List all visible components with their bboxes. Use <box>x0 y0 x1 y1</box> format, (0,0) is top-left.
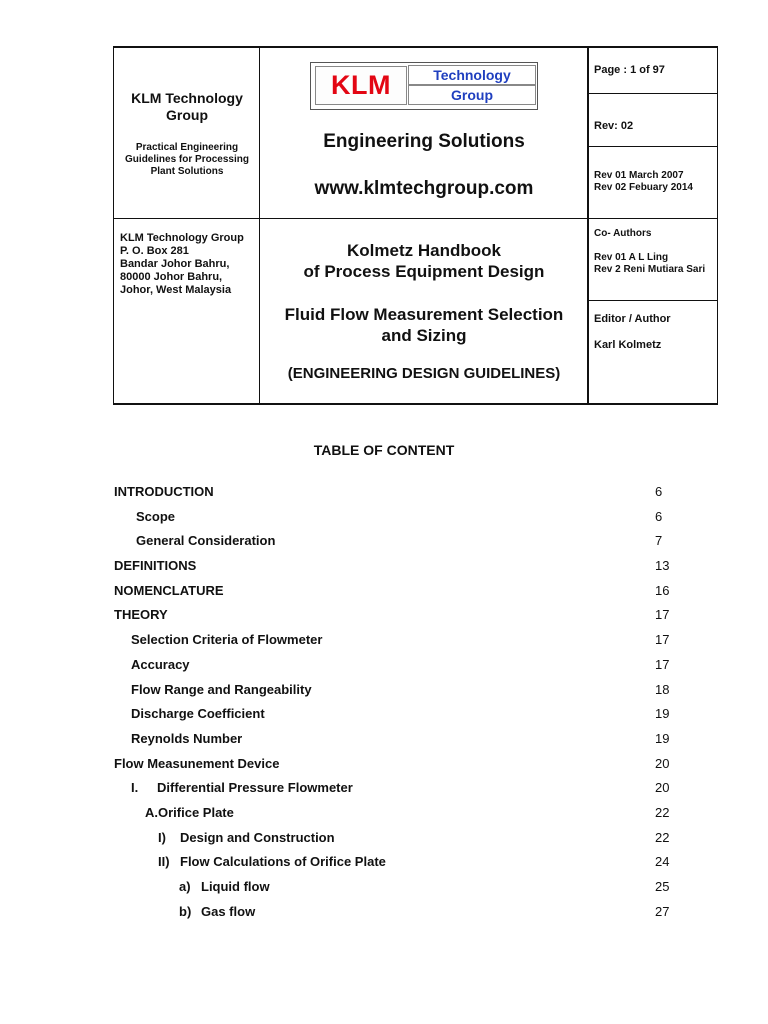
klm-logo <box>310 62 538 110</box>
toc-entry-page: 27 <box>655 903 670 919</box>
toc-entry-page: 17 <box>655 656 670 672</box>
revision-label: Rev: 02 <box>594 120 634 132</box>
toc-entry-page: 19 <box>655 730 670 746</box>
toc-entry[interactable] <box>0 725 768 750</box>
toc-entry[interactable] <box>0 848 768 873</box>
toc-entry-label: INTRODUCTION <box>114 484 214 499</box>
toc-entry-label: Accuracy <box>131 656 190 672</box>
header-middle-divider <box>113 218 589 219</box>
company-tagline: Practical Engineering Guidelines for Processing Plant Solutions <box>125 142 249 177</box>
toc-entry[interactable] <box>0 651 768 676</box>
logo-group-text: Group <box>408 85 536 105</box>
right-cell-divider <box>589 300 718 301</box>
toc-entry-page: 17 <box>655 607 670 623</box>
table-of-contents <box>0 478 768 922</box>
toc-entry-page: 16 <box>655 582 670 598</box>
right-cell-divider <box>589 93 718 94</box>
toc-entry-marker: b) <box>179 903 192 919</box>
company-address: KLM Technology Group P. O. Box 281 Bandar Johor Bahru, 80000 Johor Bahru, Johor, West Malaysia <box>120 232 244 296</box>
header-bottom-border <box>113 403 718 405</box>
right-cell-divider <box>589 218 718 219</box>
toc-entry-marker: I. <box>131 780 139 796</box>
toc-entry-label: NOMENCLATURE <box>114 582 224 598</box>
toc-entry[interactable] <box>0 898 768 923</box>
toc-entry-marker: II) <box>158 854 170 870</box>
toc-entry-label: Reynolds Number <box>131 730 243 746</box>
toc-entry[interactable] <box>0 750 768 775</box>
toc-entry-page: 6 <box>655 484 663 499</box>
header-right-border <box>717 46 718 405</box>
toc-entry[interactable] <box>0 799 768 824</box>
toc-entry-page: 22 <box>655 829 670 845</box>
toc-entry-page: 22 <box>655 804 670 820</box>
toc-entry-text: Flow Calculations of Orifice Plate <box>180 854 386 870</box>
header-column-divider <box>587 46 589 405</box>
toc-entry-label: Selection Criteria of Flowmeter <box>131 632 323 648</box>
toc-entry-label <box>179 904 255 919</box>
right-cell-divider <box>589 146 718 147</box>
toc-entry[interactable] <box>0 700 768 725</box>
toc-title: TABLE OF CONTENT <box>313 442 455 458</box>
toc-entry-label <box>131 780 353 795</box>
coauthors-label: Co- Authors <box>594 228 652 239</box>
toc-entry[interactable] <box>0 601 768 626</box>
toc-entry[interactable] <box>0 676 768 701</box>
toc-entry-label <box>158 854 386 869</box>
toc-entry[interactable] <box>0 824 768 849</box>
company-name: KLM Technology Group <box>131 90 243 123</box>
toc-entry-page: 6 <box>655 508 663 524</box>
toc-entry-text: Gas flow <box>201 903 256 919</box>
toc-entry-label: Flow Range and Rangeability <box>131 681 312 697</box>
toc-entry-page: 20 <box>655 780 670 796</box>
toc-entry-label: Scope <box>136 508 176 524</box>
handbook-title: Kolmetz Handbook of Process Equipment Design <box>303 241 545 281</box>
engineering-solutions-heading: Engineering Solutions <box>323 131 525 152</box>
toc-entry-label: DEFINITIONS <box>114 558 197 574</box>
logo-klm-text: KLM <box>315 66 407 105</box>
website-url: www.klmtechgroup.com <box>314 178 534 199</box>
toc-entry-label <box>179 879 270 894</box>
revision-dates: Rev 01 March 2007 Rev 02 Febuary 2014 <box>594 170 693 193</box>
document-header <box>0 0 768 410</box>
toc-entry[interactable] <box>0 527 768 552</box>
toc-entry-text: Design and Construction <box>180 829 335 845</box>
toc-entry-text: Liquid flow <box>201 879 270 894</box>
header-top-border <box>113 46 718 48</box>
toc-entry-label: Discharge Coefficient <box>131 706 265 722</box>
toc-entry[interactable] <box>0 626 768 651</box>
logo-right-block <box>408 65 534 103</box>
toc-entry[interactable] <box>0 503 768 528</box>
toc-entry-marker: a) <box>179 879 191 894</box>
toc-entry-page: 7 <box>655 533 663 549</box>
document-subject: Fluid Flow Measurement Selection and Sizing <box>284 305 564 345</box>
guidelines-label: (ENGINEERING DESIGN GUIDELINES) <box>287 365 561 382</box>
logo-technology-text: Technology <box>408 65 536 85</box>
toc-entry[interactable] <box>0 774 768 799</box>
toc-entry-page: 20 <box>655 755 670 771</box>
toc-entry-page: 18 <box>655 681 670 697</box>
page-indicator: Page : 1 of 97 <box>594 64 665 76</box>
toc-entry[interactable] <box>0 478 768 503</box>
toc-entry-marker: I) <box>158 829 166 845</box>
toc-entry-label: General Consideration <box>136 533 276 549</box>
toc-entry-page: 19 <box>655 706 670 722</box>
toc-entry-label <box>158 830 335 845</box>
toc-entry-label: A.Orifice Plate <box>145 804 234 820</box>
coauthor-revisions: Rev 01 A L Ling Rev 2 Reni Mutiara Sari <box>594 252 706 275</box>
toc-entry[interactable] <box>0 577 768 602</box>
toc-entry-page: 24 <box>655 854 670 870</box>
editor-label: Editor / Author <box>594 313 671 325</box>
toc-entry[interactable] <box>0 552 768 577</box>
toc-entry-label: Flow Measunement Device <box>114 755 280 771</box>
toc-entry-text: Differential Pressure Flowmeter <box>157 780 353 796</box>
toc-entry[interactable] <box>0 873 768 898</box>
toc-entry-page: 13 <box>655 558 670 574</box>
toc-entry-label: THEORY <box>114 607 168 623</box>
toc-entry-page: 25 <box>655 879 670 894</box>
editor-name: Karl Kolmetz <box>594 339 662 351</box>
toc-entry-page: 17 <box>655 632 670 648</box>
